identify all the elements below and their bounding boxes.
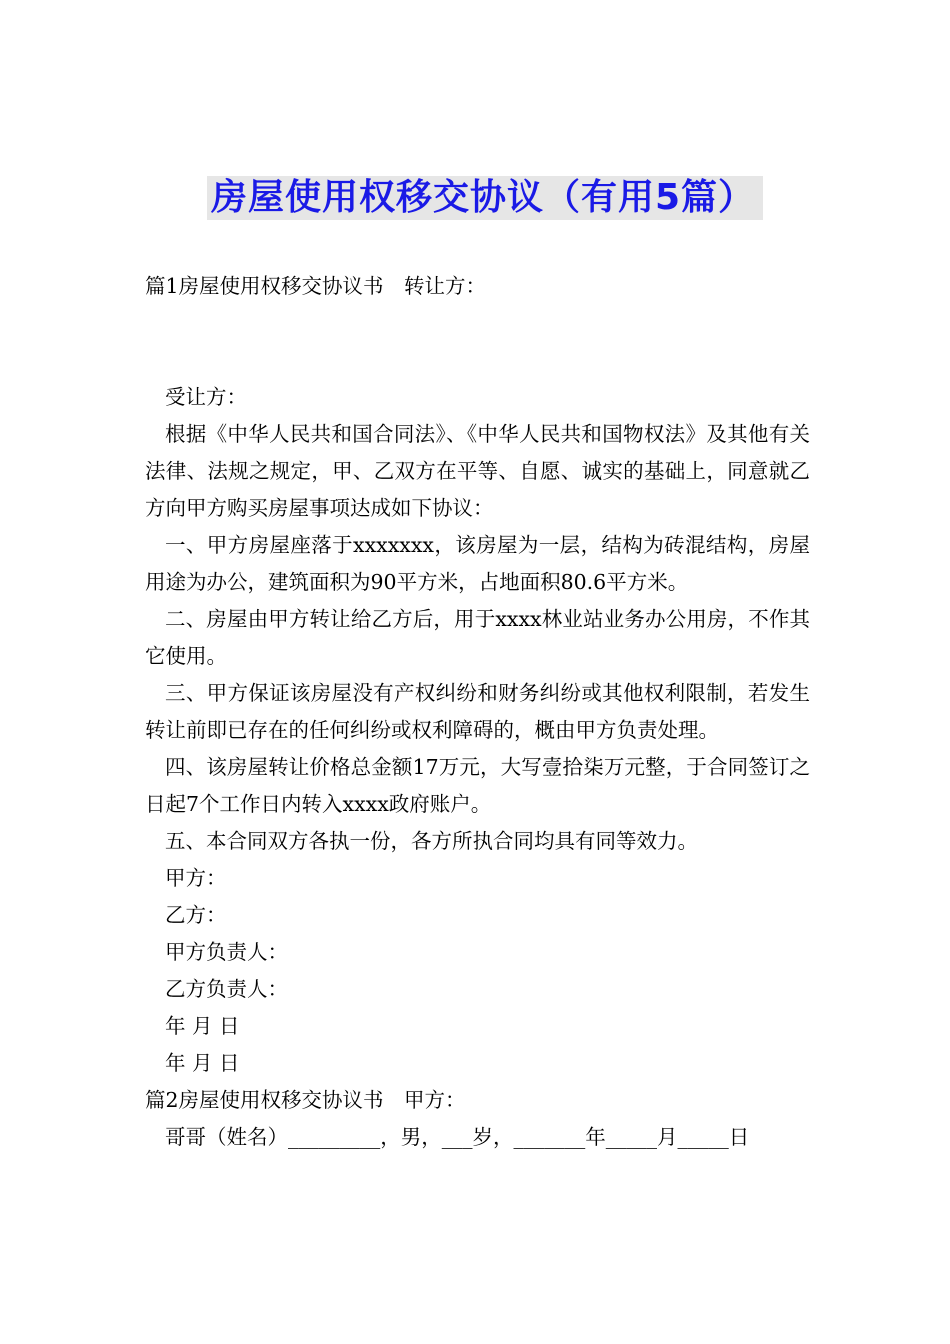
signature-party-b-principal: 乙方负责人： (165, 977, 288, 1001)
title-container (0, 176, 950, 220)
document-title: 房屋使用权移交协议（有用5篇） (207, 176, 763, 220)
blank-gap (145, 305, 810, 379)
signature-party-a-principal: 甲方负责人： (165, 940, 288, 964)
date-line-2: 年 月 日 (165, 1051, 240, 1075)
paragraph-clause-5: 五、本合同双方各执一份，各方所执合同均具有同等效力。 (165, 829, 698, 853)
paragraph-legal-basis: 根据《中华人民共和国合同法》、《中华人民共和国物权法》及其他有关法律、法规之规定，甲、乙双方在平等、自愿、诚实的基础上，同意就乙方向甲方购买房屋事项达成如下协议： (145, 422, 810, 520)
paragraph-clause-2: 二、房屋由甲方转让给乙方后，用于xxxx林业站业务办公用房，不作其它使用。 (145, 607, 810, 668)
signature-party-a: 甲方： (165, 866, 227, 890)
paragraph-clause-4: 四、该房屋转让价格总金额17万元，大写壹拾柒万元整，于合同签订之日起7个工作日内转入xxxx政府账户。 (145, 755, 810, 816)
paragraph-clause-3: 三、甲方保证该房屋没有产权纠纷和财务纠纷或其他权利限制，若发生转让前即已存在的任何纠纷或权利障碍的，概由甲方负责处理。 (145, 681, 810, 742)
signature-party-b: 乙方： (165, 903, 227, 927)
date-line-1: 年 月 日 (165, 1014, 240, 1038)
document-body (145, 268, 810, 1156)
paragraph-clause-1: 一、甲方房屋座落于xxxxxxx，该房屋为一层，结构为砖混结构，房屋用途为办公，建筑面积为90平方米，占地面积80.6平方米。 (145, 533, 810, 594)
section-heading-2: 篇2房屋使用权移交协议书 甲方： (145, 1088, 466, 1112)
paragraph-transferee: 受让方： (165, 385, 247, 409)
paragraph-brother-info: 哥哥（姓名）_________，男，___岁，_______年_____月_____日 (165, 1125, 750, 1149)
section-heading-1: 篇1房屋使用权移交协议书 转让方： (145, 274, 487, 298)
